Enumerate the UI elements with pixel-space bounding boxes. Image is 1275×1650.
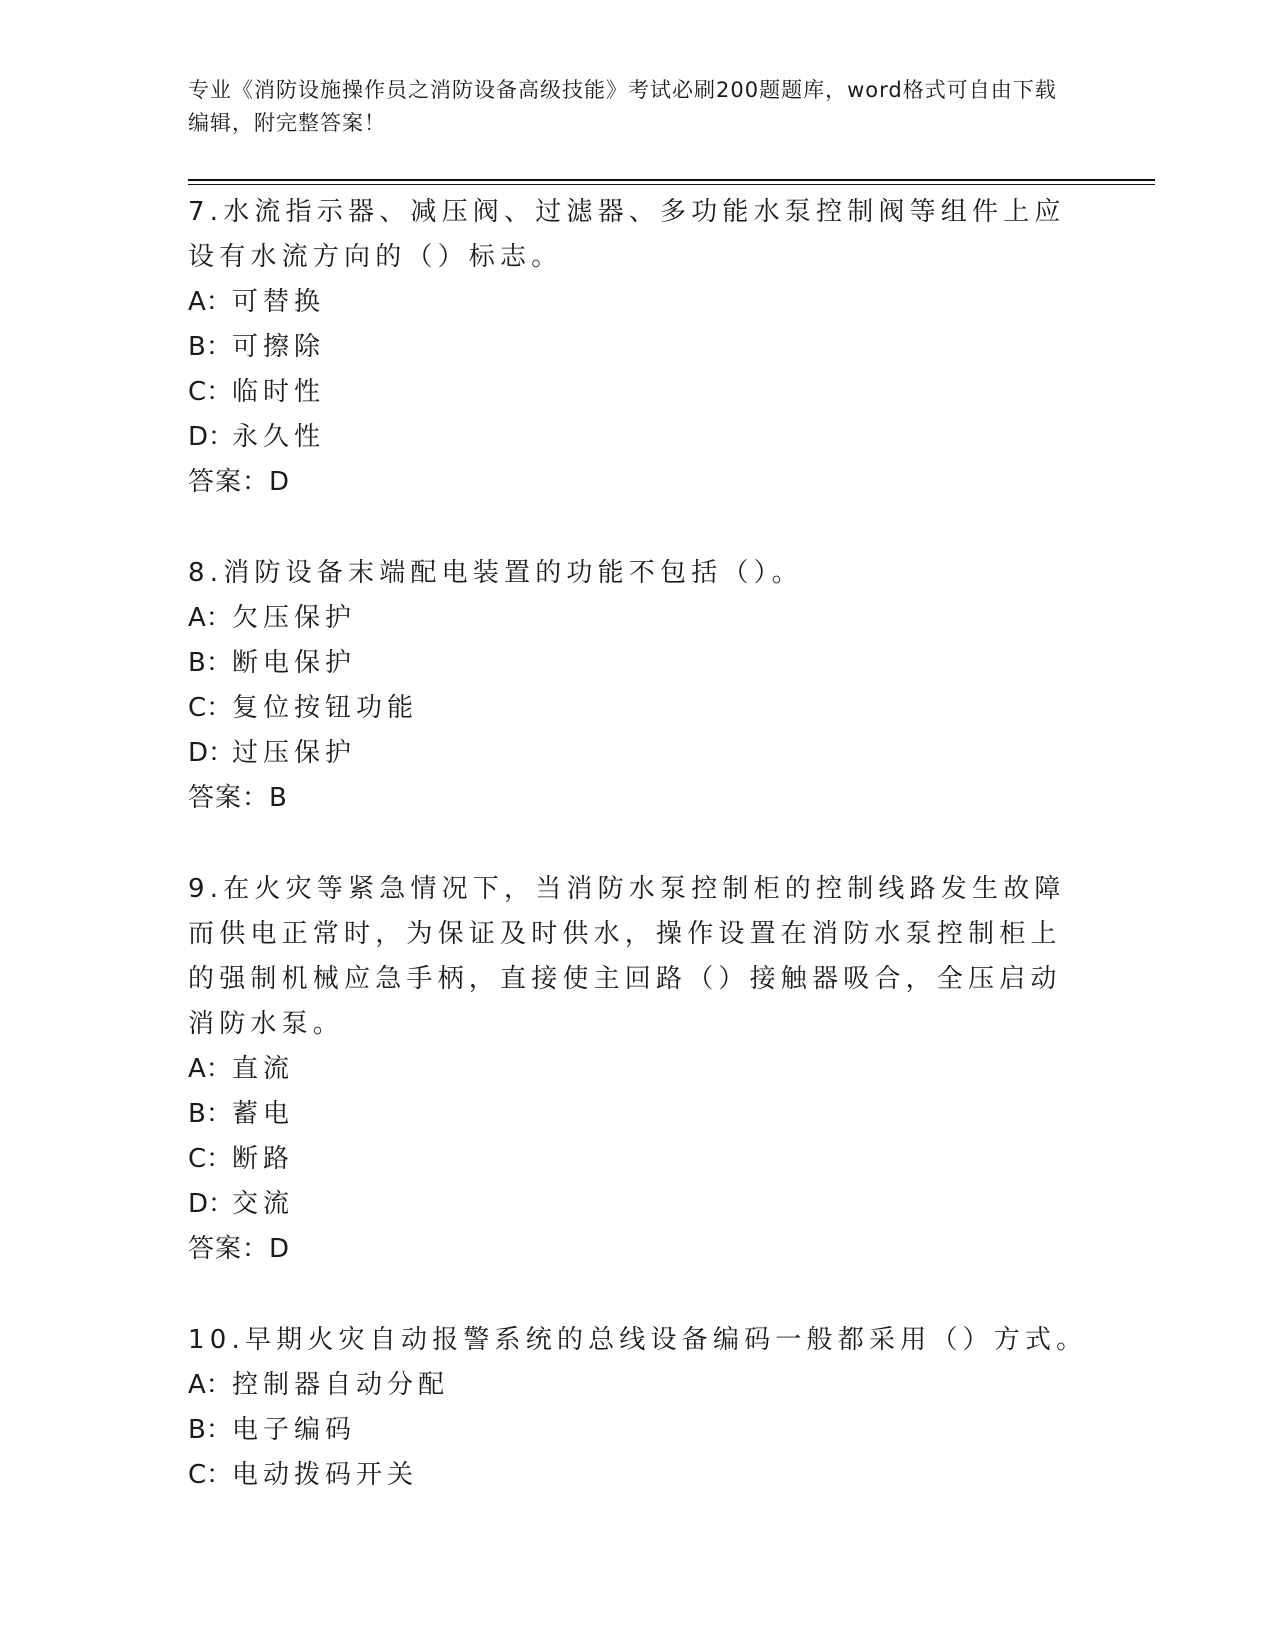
option-text: 临时性 [232,377,326,407]
option-letter: C： [188,693,233,723]
option-d [188,731,1088,776]
question-8 [188,551,1088,821]
option-letter: B： [188,1415,232,1445]
option-text: 电动拨码开关 [232,1460,419,1490]
document-header: 专业《消防设施操作员之消防设备高级技能》考试必刷200题题库，word格式可自由下载编辑，附完整答案！ [188,78,1057,135]
option-letter: B： [188,1099,232,1129]
option-a [188,1363,1088,1408]
option-letter: A： [188,1370,232,1400]
option-letter: C： [188,1460,233,1490]
question-9 [188,867,1088,1272]
option-b [188,1092,1088,1137]
option-c [188,1453,1088,1498]
option-text: 复位按钮功能 [232,693,419,723]
option-letter: A： [188,603,232,633]
question-stem: 8.消防设备末端配电装置的功能不包括（）。 [188,558,804,588]
option-b [188,641,1088,686]
option-text: 蓄电 [232,1099,295,1129]
option-d [188,1182,1088,1227]
option-letter: B： [188,648,232,678]
answer-line: 答案：D [188,467,291,497]
option-c [188,686,1088,731]
option-text: 永久性 [232,422,326,452]
option-letter: B： [188,332,232,362]
option-text: 交流 [232,1189,295,1219]
option-c [188,370,1088,415]
option-text: 可替换 [232,287,326,317]
option-a [188,596,1088,641]
option-text: 断电保护 [232,648,357,678]
answer-line: 答案：B [188,783,288,813]
spacer [188,505,1088,551]
option-text: 控制器自动分配 [232,1370,450,1400]
option-letter: A： [188,1054,232,1084]
header-rule-thin [188,184,1155,185]
option-text: 直流 [232,1054,295,1084]
option-a [188,280,1088,325]
option-text: 断路 [232,1144,295,1174]
spacer [188,1272,1088,1318]
option-letter: D： [188,738,235,768]
question-stem: 9.在火灾等紧急情况下，当消防水泵控制柜的控制线路发生故障而供电正常时，为保证及时供水，操作设置在消防水泵控制柜上的强制机械应急手柄，直接使主回路（）接触器吸合，全压启动消防水泵。 [188,874,1066,1039]
option-letter: C： [188,377,233,407]
option-c [188,1137,1088,1182]
option-text: 可擦除 [232,332,326,362]
option-text: 过压保护 [232,738,357,768]
option-b [188,325,1088,370]
option-d [188,415,1088,460]
answer-line: 答案：D [188,1234,291,1264]
question-10 [188,1318,1088,1498]
spacer [188,821,1088,867]
option-letter: D： [188,422,235,452]
question-stem: 10.早期火灾自动报警系统的总线设备编码一般都采用（）方式。 [188,1325,1088,1355]
option-letter: A： [188,287,232,317]
option-letter: D： [188,1189,235,1219]
question-7 [188,190,1088,505]
question-stem: 7.水流指示器、减压阀、过滤器、多功能水泵控制阀等组件上应设有水流方向的（）标志。 [188,197,1066,272]
option-b [188,1408,1088,1453]
option-letter: C： [188,1144,233,1174]
option-a [188,1047,1088,1092]
option-text: 欠压保护 [232,603,357,633]
question-list [188,190,1088,1498]
header-rule-thick [188,179,1155,181]
option-text: 电子编码 [232,1415,357,1445]
